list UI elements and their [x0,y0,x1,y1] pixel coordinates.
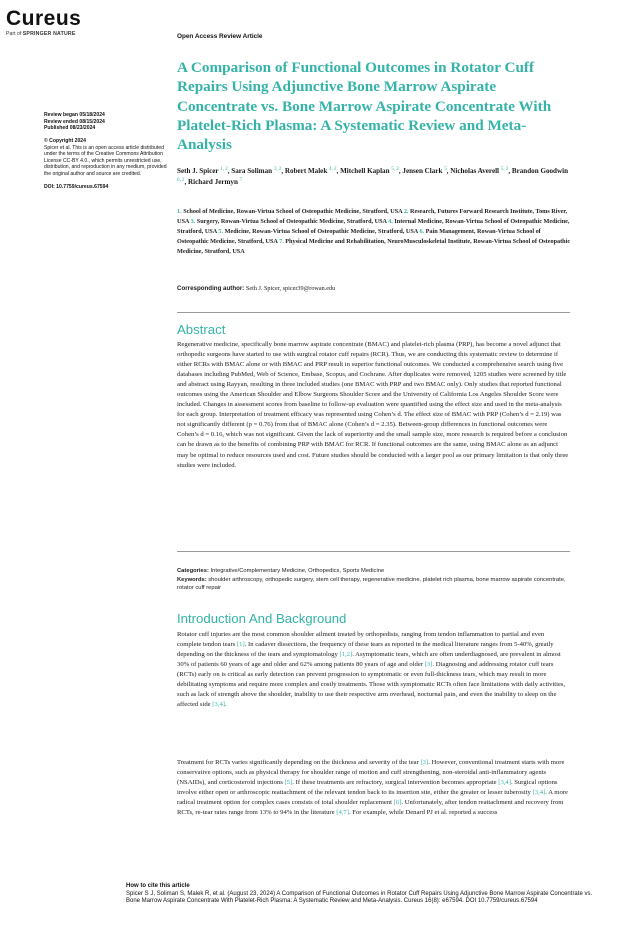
article-meta [177,567,571,593]
keywords [177,576,571,593]
paragraph-text: . A more radical treatment option for complex cases consists of total shoulder replacement [177,789,568,807]
author-affiliation-ref[interactable]: 5, 2 [391,167,399,172]
citation-link[interactable]: [3] [420,759,429,766]
author-name: Richard Jermyn [188,177,238,186]
citation-link[interactable]: [3,4] [498,779,511,787]
author-affiliation-ref[interactable]: 6, 2 [177,177,185,183]
article-title: A Comparison of Functional Outcomes in Rotator Cuff Repairs Using Adjunctive Bone Marrow Aspirate Concentrate vs. Bone Marrow Aspirate Concentrate With Platelet-Rich Plasma: A Systematic Review and Meta-Analysis [177,59,552,154]
categories-value: Integrative/Complementary Medicine, Orthopedics, Sports Medicine [210,568,385,574]
divider [177,551,570,552]
keywords-label: Keywords: [177,576,207,583]
citation-link[interactable]: [3] [424,661,433,669]
author-name: Sara Soliman [231,167,273,175]
license-text: Spicer et al. This is an open access article distributed under the terms of the Creative Commons Attribution License CC-BY 4.0., which permits unrestricted use, distribution, and reproduction in any medium, provided the original author and source are credited. [44,144,167,177]
author-affiliation-ref[interactable]: 1, 2 [220,167,228,172]
citation-link[interactable]: [1] [236,641,245,649]
categories-label: Categories: [177,568,209,574]
paragraph-text: . For example, while Denard PJ et al. reported a success [348,809,498,817]
article-sidebar [44,112,169,190]
published-date: Published 08/23/2024 [44,125,96,131]
review-began: Review began 05/18/2024 [44,112,105,118]
corresponding-author [177,285,571,292]
paragraph-text: . Unfortunately, after tendon reattachment and recovery from RCTs, re-tear rates range from 13% to 94% in the literature [177,799,564,817]
how-to-cite [126,883,604,906]
affiliation-number: 6. [419,228,425,236]
affiliation-number: 2. [403,208,409,215]
divider [177,312,570,313]
paragraph-text: . Diagnosing and addressing rotator cuff tears (RCTs) early on is critical as early detection can prevent progression to symptomatic or even full-thickness tears, which may result in more debilitating symptoms and require more complex and costly treatments. Those with symptomatic RCTs often face limitations with daily activities, such as lack of strength above the shoulder, inability to use their respective arm overhead, nocturnal pain, and even the inability to sleep on the affected side [177,661,566,709]
author-affiliation-ref[interactable]: 5, 2 [500,167,509,172]
keywords-value: shoulder arthroscopy, orthopedic surgery, stem cell therapy, regenerative medicine, platelet rich plasma, bone marrow aspirate concentrate, rotator cuff repair [177,576,566,592]
affiliation-text: Research, Futures Forward Research Institute, Toms River, USA [177,208,568,226]
article-type: Open Access Review Article [177,33,263,40]
categories [177,567,571,576]
author-affiliation-ref[interactable]: 7 [239,177,243,183]
author-name: Mitchell Kaplan [340,167,390,175]
affiliation-text: School of Medicine, Rowan-Virtua School of Osteopathic Medicine, Stratford, USA [183,208,403,215]
affiliations [177,207,571,257]
author-name: Brandon Goodwin [511,167,569,175]
author-name: Robert Malek [284,167,328,175]
paragraph-text: . If these treatments are refractory, surgical intervention becomes appropriate [292,779,499,787]
abstract-heading: Abstract [177,322,226,337]
review-ended: Review ended 08/15/2024 [44,118,105,125]
author-name: Jensen Clark [402,167,443,175]
author-list: Seth J. Spicer $^{1, 2}$, Sara Soliman $^{3, 2}$, Robert Malek $^{4, 2}$, Mitchell Kaplan $^{5, 2}$, Jensen Clark $^5$, Nicholas Averell $^{5, 2}$, Brandon Goodwin $^{6, 2}$, Richard Jermyn $^7$ [177,167,569,186]
sidebar-doi: DOI: 10.7759/cureus.67594 [44,183,109,190]
paragraph-text: . [225,701,227,709]
citation-link[interactable]: [5] [284,779,293,787]
corresponding-label: Corresponding author: [177,285,245,292]
affiliation-text: Internal Medicine, Rowan-Virtua School of Osteopathic Medicine, Stratford, USA [177,218,570,236]
affiliation-number: 7. [279,238,284,246]
paragraph-text: . In cadaver dissections, the frequency of these tears as reported in the medical literature ranges from 5-40%, greatly depending on the thickness of the tears and symptomatology [177,641,554,659]
paragraph-text: Treatment for RCTs varies significantly depending on the thickness and severity of the tear [177,759,421,766]
author-name: Seth J. Spicer [177,167,219,175]
intro-heading: Introduction And Background [177,611,347,626]
intro-paragraph-1 [177,630,570,710]
author-affiliation-ref[interactable]: 5 [444,167,447,172]
citation-link[interactable]: [1,2] [339,651,353,659]
how-to-cite-label: How to cite this article [126,883,190,889]
affiliation-text: Surgery, Rowan-Virtua School of Osteopathic Medicine, Stratford, USA [196,218,387,226]
how-to-cite-text: Spicer S J, Soliman S, Malek R, et al. (August 23, 2024) A Comparison of Functional Outcomes in Rotator Cuff Repairs Using Adjunctive Bone Marrow Aspirate Concentrate vs. Bone Marrow Aspirate Concentrate With Platelet-Rich Plasma: A Systematic Review and Meta-Analysis. Cureus 16(8): e67594. DOI 10.7759/cureus.67594 [126,890,593,905]
citation-link[interactable]: [3,4] [212,701,226,709]
citation-link[interactable]: [3,4] [532,789,546,797]
logo-part-of: Part of [6,31,22,37]
author-affiliation-ref[interactable]: 4, 2 [329,167,337,172]
affiliation-number: 5. [218,228,224,236]
paragraph-text: . However, conventional treatment starts with more conservative options, such as physical therapy for shoulder range of motion and cuff strengthening, non-steroidal anti-inflammatory agents (NSAIDs), and corticosteroid injections [177,759,565,787]
cureus-logo [6,8,81,37]
intro-paragraph-2 [177,758,570,818]
affiliation-number: 1. [177,208,182,215]
affiliation-number: 3. [190,218,196,226]
author-name: Nicholas Averell [450,167,500,175]
copyright: © Copyright 2024 [44,138,86,144]
affiliation-text: Pain Management, Rowan-Virtua School of Osteopathic Medicine, Stratford, USA [177,228,541,246]
logo-subtitle [6,31,81,37]
abstract-text: Regenerative medicine, specifically bone marrow aspirate concentrate (BMAC) and platelet-rich plasma (PRP), has become a novel adjunct that orthopedic surgeons have started to use with surgical rotator cuff repairs (RCR). Thus, we are conducting this systematic review to determine if either RCRs with BMAC alone or with BMAC and PRP result in superior functional outcomes. We conducted a comprehensive search using five databases including PubMed, Web of Science, Embase, Scopus, and Cochrane. After duplicates were removed, 1205 studies were screened by title and abstract using Rayyan, resulting in three included studies (one BMAC with PRP and two BMAC only). Only studies that reported functional outcomes using the American Shoulder and Elbow Surgeons Shoulder Score and the University of California Los Angeles Shoulder Score were included. Changes in assessment scores from baseline to follow-up evaluation were quantified using the effect size and used in the meta-analysis for each group. Interpretation of treatment efficacy was represented using Cohen’s d. The effect size of BMAC with PRP (Cohen’s d = 2.19) was not significantly different (p = 0.76) from that of BMAC alone (Cohen’s d = 2.35). Between-group differences in functional outcomes were Cohen’s d = 0.16, which was not significant. Given the lack of superiority and the small sample size, more research is required before a conclusion can be drawn as to the benefits of combining PRP with BMAC for RCR. If functional outcomes are the same, using BMAC alone as an adjunct may be optimal to reduce resources used and cost. Future studies should be conducted with a larger pool as our primary limitation is that only three studies were included. [177,341,569,469]
affiliation-text: Physical Medicine and Rehabilitation, NeuroMusculoskeletal Institute, Rowan-Virtua School of Osteopathic Medicine, Stratford, USA [177,238,571,256]
corresponding-value: Seth J. Spicer, spicer39@rowan.edu [245,285,336,292]
paragraph-text: . Surgical options involve either open or arthroscopic reattachment of the relevant tendon back to its insertion site, either the greater or lesser tuberosity [177,779,558,797]
logo-publisher: SPRINGER NATURE [22,31,76,37]
affiliation-number: 4. [388,218,393,226]
author-affiliation-ref[interactable]: 3, 2 [273,167,282,172]
logo-name: Cureus [6,7,82,30]
affiliation-text: Medicine, Rowan-Virtua School of Osteopathic Medicine, Stratford, USA [224,228,418,236]
paragraph-text: . Asymptomatic tears, which are often underdiagnosed, are prevalent in almost 30% of patients 60 years of age and older and 62% among patients 80 years of age and older [177,651,561,669]
citation-link[interactable]: [4,7] [336,809,349,817]
citation-link[interactable]: [6] [393,799,402,807]
paragraph-text: Rotator cuff injuries are the most common shoulder ailment treated by orthopedists, ranging from tendon inflammation to partial and even complete tendon tears [177,631,545,649]
